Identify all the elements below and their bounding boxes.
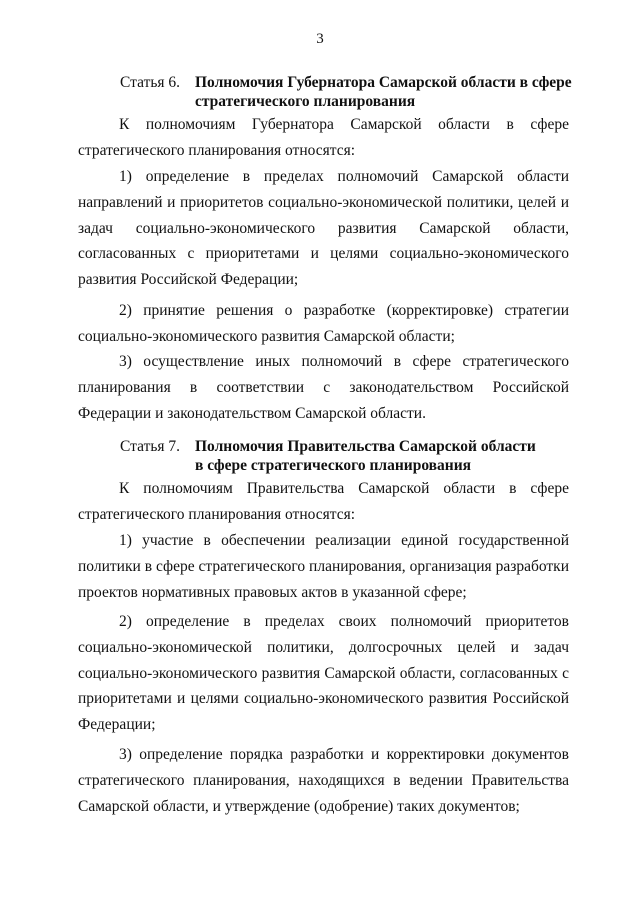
article-6-item-3: 3) осуществление иных полномочий в сфере стратегического планирования в соответствии с законодательством Российской Федерации и законодательством Самарской области. [78, 353, 569, 422]
article-7-item-1: 1) участие в обеспечении реализации единой государственной политики в сфере стратегического планирования, организация разработки проектов нормативных правовых актов в указанной сфере; [78, 532, 569, 601]
article-6-heading [120, 73, 570, 113]
article-7-item-2: 2) определение в пределах своих полномочий приоритетов социально-экономической политики, долгосрочных целей и задач социально-экономического развития Самарской области, согласованных с приоритетами и целями социально-экономического развития Российской Федерации; [78, 613, 569, 734]
article-6-item-1: 1) определение в пределах полномочий Самарской области направлений и приоритетов социально-экономической политики, целей и задач социально-экономического развития Самарской области, согласованных с приоритетами и целями социально-экономического развития Российской Федерации; [78, 168, 569, 289]
article-7-heading [120, 437, 570, 477]
article-6-intro: К полномочиям Губернатора Самарской области в сфере стратегического планирования относятся: [78, 116, 569, 159]
article-7-intro: К полномочиям Правительства Самарской области в сфере стратегического планирования относятся: [78, 480, 569, 523]
article-7-title: Полномочия Правительства Самарской области в сфере стратегического планирования [195, 438, 536, 474]
article-6-title: Полномочия Губернатора Самарской области в сфере стратегического планирования [195, 74, 572, 110]
article-7-label: Статья 7. [120, 438, 181, 455]
article-7-item-3: 3) определение порядка разработки и корректировки документов стратегического планирования, находящихся в ведении Правительства Самарской области, и утверждение (одобрение) таких документов; [78, 746, 569, 815]
article-6-label: Статья 6. [120, 74, 181, 91]
page-number: 3 [316, 31, 324, 47]
article-6-item-2: 2) принятие решения о разработке (корректировке) стратегии социально-экономического развития Самарской области; [78, 302, 569, 345]
